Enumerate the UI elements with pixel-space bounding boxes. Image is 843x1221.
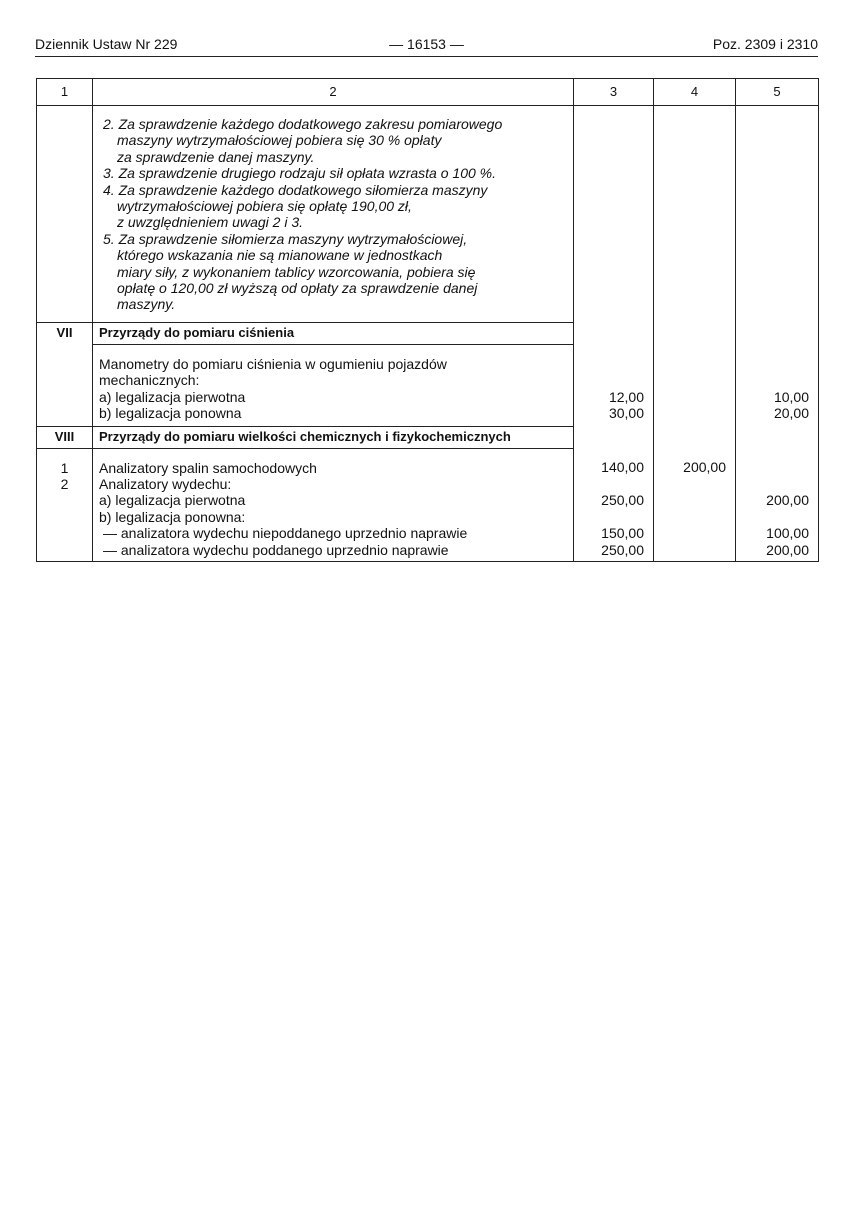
- note-line: miary siły, z wykonaniem tablicy wzorcowania, pobiera się: [117, 263, 476, 280]
- col3-value: 30,00: [574, 405, 654, 426]
- col5-value: 100,00: [736, 525, 819, 541]
- note-line: za sprawdzenie danej maszyny.: [117, 148, 315, 165]
- note-line: maszyny wytrzymałościowej pobiera się 30 % opłaty: [117, 132, 442, 149]
- table-row: [37, 405, 819, 426]
- col3-value: [574, 476, 654, 492]
- section-title: Przyrządy do pomiaru wielkości chemicznych i fizykochemicznych: [93, 426, 574, 448]
- column-header: 3: [574, 79, 654, 106]
- note-line: maszyny.: [117, 296, 176, 313]
- col3-value: 250,00: [574, 542, 654, 562]
- col4-value: 200,00: [654, 448, 736, 476]
- col3-value: [574, 509, 654, 525]
- note-line: wytrzymałościowej pobiera się opłatę 190,00 zł,: [117, 198, 412, 215]
- table-row: [37, 509, 819, 525]
- section-number: VIII: [37, 426, 93, 448]
- note-line: opłatę o 120,00 zł wyższą od opłaty za sprawdzenie danej: [117, 280, 478, 297]
- row-label: a) legalizacja pierwotna: [93, 492, 574, 508]
- table-row: [37, 542, 819, 562]
- section-heading-row: [37, 426, 819, 448]
- table-row: [37, 476, 819, 492]
- col4-value: [654, 492, 736, 508]
- row-number: [37, 492, 93, 508]
- table-row: [37, 448, 819, 476]
- col4-value: [654, 389, 736, 405]
- column-header-row: [37, 79, 819, 106]
- journal-title: Dziennik Ustaw Nr 229: [35, 36, 178, 52]
- row-number: [37, 542, 93, 562]
- col4-value: [654, 509, 736, 525]
- col4-value: [654, 405, 736, 426]
- table-row: [37, 389, 819, 405]
- col3-value: 150,00: [574, 525, 654, 541]
- row-label: b) legalizacja ponowna: [93, 405, 574, 426]
- note-line: z uwzględnieniem uwagi 2 i 3.: [117, 214, 303, 231]
- col3-value: 250,00: [574, 492, 654, 508]
- col5-value: 200,00: [736, 542, 819, 562]
- row-label: — analizatora wydechu poddanego uprzednio naprawie: [93, 542, 574, 562]
- notes-block: [93, 106, 574, 323]
- row-label: Analizatory spalin samochodowych: [93, 448, 574, 476]
- note-line: 3. Za sprawdzenie drugiego rodzaju sił opłata wzrasta o 100 %.: [103, 165, 496, 182]
- note-line: 5. Za sprawdzenie siłomierza maszyny wytrzymałościowej,: [103, 230, 468, 247]
- note-line: którego wskazania nie są mianowane w jednostkach: [117, 247, 443, 264]
- row-label: — analizatora wydechu niepoddanego uprzednio naprawie: [93, 525, 574, 541]
- row-label: Analizatory wydechu:: [93, 476, 574, 492]
- fee-table: [36, 78, 819, 562]
- col5-value: [736, 476, 819, 492]
- page-number: — 16153 —: [389, 36, 464, 52]
- note-line: 2. Za sprawdzenie każdego dodatkowego zakresu pomiarowego: [103, 116, 503, 132]
- notes-row: [37, 106, 819, 323]
- column-header: 2: [93, 79, 574, 106]
- col4-value: [654, 542, 736, 562]
- col4-value: [654, 525, 736, 541]
- row-label: a) legalizacja pierwotna: [93, 389, 574, 405]
- section-title: Przyrządy do pomiaru ciśnienia: [93, 322, 574, 344]
- col5-value: 20,00: [736, 405, 819, 426]
- column-header: 5: [736, 79, 819, 106]
- position-reference: Poz. 2309 i 2310: [712, 36, 818, 52]
- table-row: [37, 525, 819, 541]
- table-row: [37, 492, 819, 508]
- page-header: [35, 36, 818, 57]
- col3-value: 12,00: [574, 389, 654, 405]
- section-number: VII: [37, 322, 93, 344]
- col3-value: 140,00: [574, 448, 654, 476]
- col5-value: [736, 509, 819, 525]
- row-number: 1: [37, 448, 93, 476]
- col4-value: [654, 476, 736, 492]
- column-header: 4: [654, 79, 736, 106]
- row-label: b) legalizacja ponowna:: [93, 509, 574, 525]
- col5-value: [736, 448, 819, 476]
- row-number: [37, 509, 93, 525]
- table-row: [37, 344, 819, 388]
- section-heading-row: [37, 322, 819, 344]
- row-description: Manometry do pomiaru ciśnienia w ogumieniu pojazdów mechanicznych:: [93, 344, 574, 388]
- row-number: [37, 525, 93, 541]
- row-number: 2: [37, 476, 93, 492]
- col5-value: 200,00: [736, 492, 819, 508]
- column-header: 1: [37, 79, 93, 106]
- col5-value: 10,00: [736, 389, 819, 405]
- note-line: 4. Za sprawdzenie każdego dodatkowego siłomierza maszyny: [103, 181, 488, 198]
